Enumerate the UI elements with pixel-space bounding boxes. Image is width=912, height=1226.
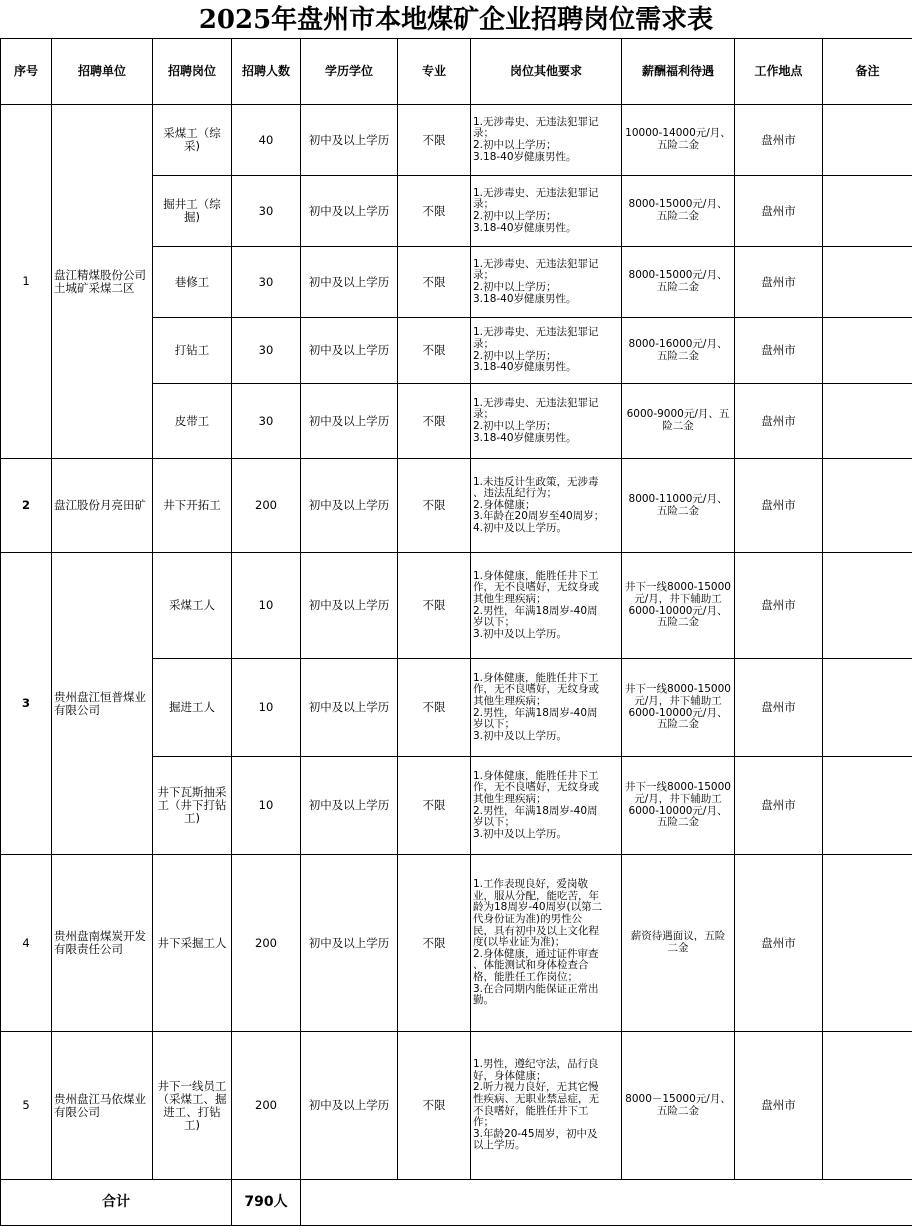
requirements-cell: 1.身体健康，能胜任井下工 作，无不良嗜好，无纹身或 其他生理疾病； 2.男性，年满18周岁-40周 岁以下； 3.初中及以上学历。: [471, 659, 622, 757]
row-number: 3: [1, 553, 52, 855]
header-cell: 岗位其他要求: [471, 39, 622, 105]
page-title: 2025年盘州市本地煤矿企业招聘岗位需求表: [0, 0, 912, 38]
location-cell: 盘州市: [735, 384, 823, 459]
requirements-cell: 1.无涉毒史、无违法犯罪记 录； 2.初中以上学历； 3.18-40岁健康男性。: [471, 384, 622, 459]
count-cell: 30: [232, 247, 301, 318]
location-cell: 盘州市: [735, 247, 823, 318]
count-cell: 10: [232, 553, 301, 659]
header-cell: 专业: [398, 39, 471, 105]
salary-cell: 10000-14000元/月、 五险二金: [622, 105, 735, 176]
education-cell: 初中及以上学历: [301, 105, 398, 176]
location-cell: 盘州市: [735, 757, 823, 855]
employer-name: 盘江精煤股份公司 土城矿采煤二区: [52, 105, 153, 459]
count-cell: 40: [232, 105, 301, 176]
row-number: 5: [1, 1032, 52, 1180]
major-cell: 不限: [398, 318, 471, 384]
header-cell: 序号: [1, 39, 52, 105]
location-cell: 盘州市: [735, 553, 823, 659]
location-cell: 盘州市: [735, 105, 823, 176]
table-row: [1, 105, 912, 176]
position-cell: 井下瓦斯抽采 工（井下打钻 工): [153, 757, 232, 855]
education-cell: 初中及以上学历: [301, 855, 398, 1032]
note-cell: [823, 384, 912, 459]
major-cell: 不限: [398, 384, 471, 459]
education-cell: 初中及以上学历: [301, 247, 398, 318]
note-cell: [823, 757, 912, 855]
position-cell: 采煤工（综 采): [153, 105, 232, 176]
position-cell: 采煤工人: [153, 553, 232, 659]
header-cell: 薪酬福利待遇: [622, 39, 735, 105]
requirements-cell: 1.男性，遵纪守法，品行良 好，身体健康； 2.听力视力良好，无其它慢 性疾病、无职业禁忌症，无 不良嗜好，能胜任井下工 作； 3.年龄20-45周岁，初中及 以上学历。: [471, 1032, 622, 1180]
count-cell: 10: [232, 757, 301, 855]
position-cell: 掘井工（综 掘): [153, 176, 232, 247]
education-cell: 初中及以上学历: [301, 384, 398, 459]
salary-cell: 6000-9000元/月、五 险二金: [622, 384, 735, 459]
salary-cell: 8000－15000元/月、 五险二金: [622, 1032, 735, 1180]
header-cell: 备注: [823, 39, 912, 105]
employer-name: 贵州盘江马依煤业 有限公司: [52, 1032, 153, 1180]
requirements-cell: 1.身体健康，能胜任井下工 作，无不良嗜好，无纹身或 其他生理疾病； 2.男性，年满18周岁-40周 岁以下； 3.初中及以上学历。: [471, 553, 622, 659]
employer-name: 贵州盘江恒普煤业 有限公司: [52, 553, 153, 855]
major-cell: 不限: [398, 176, 471, 247]
requirements-cell: 1.无涉毒史、无违法犯罪记 录； 2.初中以上学历； 3.18-40岁健康男性。: [471, 247, 622, 318]
header-cell: 学历学位: [301, 39, 398, 105]
salary-cell: 薪资待遇面议，五险 二金: [622, 855, 735, 1032]
salary-cell: 8000-11000元/月、 五险二金: [622, 459, 735, 553]
count-cell: 30: [232, 384, 301, 459]
location-cell: 盘州市: [735, 318, 823, 384]
education-cell: 初中及以上学历: [301, 318, 398, 384]
major-cell: 不限: [398, 659, 471, 757]
count-cell: 30: [232, 318, 301, 384]
total-value: 790人: [232, 1180, 301, 1226]
salary-cell: 井下一线8000-15000 元/月，井下辅助工 6000-10000元/月、 五险二金: [622, 757, 735, 855]
note-cell: [823, 553, 912, 659]
note-cell: [823, 318, 912, 384]
position-cell: 掘进工人: [153, 659, 232, 757]
requirements-cell: 1.身体健康，能胜任井下工 作，无不良嗜好，无纹身或 其他生理疾病； 2.男性，年满18周岁-40周 岁以下； 3.初中及以上学历。: [471, 757, 622, 855]
table-row: [1, 855, 912, 1032]
header-cell: 招聘单位: [52, 39, 153, 105]
note-cell: [823, 176, 912, 247]
count-cell: 200: [232, 855, 301, 1032]
major-cell: 不限: [398, 1032, 471, 1180]
count-cell: 200: [232, 1032, 301, 1180]
salary-cell: 井下一线8000-15000 元/月，井下辅助工 6000-10000元/月、 五险二金: [622, 659, 735, 757]
count-cell: 200: [232, 459, 301, 553]
salary-cell: 井下一线8000-15000 元/月，井下辅助工 6000-10000元/月、 五险二金: [622, 553, 735, 659]
employer-name: 贵州盘南煤炭开发 有限责任公司: [52, 855, 153, 1032]
education-cell: 初中及以上学历: [301, 176, 398, 247]
position-cell: 井下采掘工人: [153, 855, 232, 1032]
major-cell: 不限: [398, 105, 471, 176]
header-cell: 招聘人数: [232, 39, 301, 105]
location-cell: 盘州市: [735, 659, 823, 757]
note-cell: [823, 459, 912, 553]
count-cell: 10: [232, 659, 301, 757]
table-row: [1, 1032, 912, 1180]
location-cell: 盘州市: [735, 459, 823, 553]
education-cell: 初中及以上学历: [301, 553, 398, 659]
total-blank: [301, 1180, 912, 1226]
table-row: [1, 553, 912, 659]
requirements-cell: 1.无涉毒史、无违法犯罪记 录； 2.初中以上学历； 3.18-40岁健康男性。: [471, 105, 622, 176]
position-cell: 井下一线员工 （采煤工、掘 进工、打钻 工): [153, 1032, 232, 1180]
education-cell: 初中及以上学历: [301, 459, 398, 553]
header-cell: 工作地点: [735, 39, 823, 105]
major-cell: 不限: [398, 855, 471, 1032]
note-cell: [823, 855, 912, 1032]
header-row: [1, 39, 912, 105]
education-cell: 初中及以上学历: [301, 1032, 398, 1180]
total-row: [1, 1180, 912, 1226]
position-cell: 井下开拓工: [153, 459, 232, 553]
count-cell: 30: [232, 176, 301, 247]
recruitment-table: [0, 38, 912, 1226]
employer-name: 盘江股份月亮田矿: [52, 459, 153, 553]
row-number: 2: [1, 459, 52, 553]
major-cell: 不限: [398, 247, 471, 318]
note-cell: [823, 105, 912, 176]
education-cell: 初中及以上学历: [301, 757, 398, 855]
table-row: [1, 459, 912, 553]
requirements-cell: 1.未违反计生政策，无涉毒 、违法乱纪行为； 2.身体健康； 3.年龄在20周岁至40周岁； 4.初中及以上学历。: [471, 459, 622, 553]
note-cell: [823, 247, 912, 318]
location-cell: 盘州市: [735, 855, 823, 1032]
total-label: 合计: [1, 1180, 232, 1226]
requirements-cell: 1.无涉毒史、无违法犯罪记 录； 2.初中以上学历； 3.18-40岁健康男性。: [471, 176, 622, 247]
position-cell: 皮带工: [153, 384, 232, 459]
note-cell: [823, 1032, 912, 1180]
major-cell: 不限: [398, 459, 471, 553]
row-number: 4: [1, 855, 52, 1032]
salary-cell: 8000-16000元/月、 五险二金: [622, 318, 735, 384]
position-cell: 打钻工: [153, 318, 232, 384]
education-cell: 初中及以上学历: [301, 659, 398, 757]
note-cell: [823, 659, 912, 757]
header-cell: 招聘岗位: [153, 39, 232, 105]
row-number: 1: [1, 105, 52, 459]
salary-cell: 8000-15000元/月、 五险二金: [622, 247, 735, 318]
position-cell: 巷修工: [153, 247, 232, 318]
major-cell: 不限: [398, 757, 471, 855]
requirements-cell: 1.无涉毒史、无违法犯罪记 录； 2.初中以上学历； 3.18-40岁健康男性。: [471, 318, 622, 384]
location-cell: 盘州市: [735, 176, 823, 247]
requirements-cell: 1.工作表现良好，爱岗敬 业，服从分配，能吃苦，年 龄为18周岁-40周岁(以第二 代身份证为准)的男性公 民，具有初中及以上文化程 度(以毕业证为准)； 2.身体健康，通过证件审查 、体能测试和身体检查合 格，能胜任工作岗位； 3.在合同期内能保证正常出 勤。: [471, 855, 622, 1032]
salary-cell: 8000-15000元/月、 五险二金: [622, 176, 735, 247]
location-cell: 盘州市: [735, 1032, 823, 1180]
major-cell: 不限: [398, 553, 471, 659]
